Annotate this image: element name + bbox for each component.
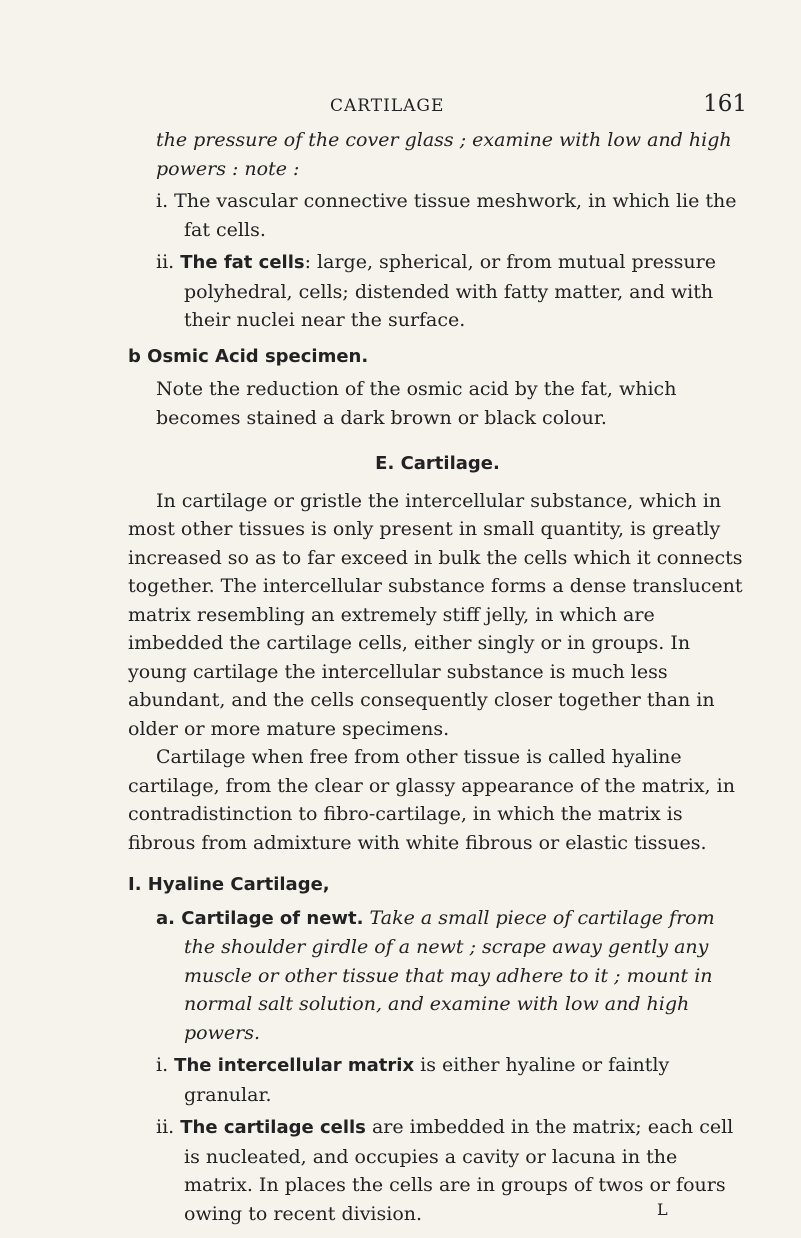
hyaline-item-2-label: The cartilage cells [180, 1117, 366, 1138]
page-content [128, 126, 747, 1228]
hyaline-heading: I. Hyaline Cartilage, [128, 874, 330, 895]
newt-label: a. Cartilage of newt. [156, 907, 364, 929]
hyaline-item-2-num: ii. [156, 1116, 175, 1138]
fat-item-2-text: : large, spherical, or from mutual pressure polyhedral, cells; distended with fatty matter, and with their nuclei near the surface. [184, 251, 716, 331]
running-title: CARTILAGE [330, 96, 445, 116]
fat-item-2-label: The fat cells [180, 252, 305, 273]
fat-item-1-text: The vascular connective tissue meshwork, in which lie the fat cells. [174, 190, 737, 241]
hyaline-item-1-num: i. [156, 1054, 169, 1076]
hyaline-item-1-label: The intercellular matrix [174, 1055, 415, 1076]
page-number: 161 [703, 91, 747, 117]
hyaline-item-2-text: are imbedded in the matrix; each cell is nucleated, and occupies a cavity or lacuna in the matrix. In places the cells are in groups of twos or fours owing to recent division. [184, 1116, 734, 1225]
newt-paragraph [128, 904, 747, 1048]
paragraph-2: Cartilage when free from other tissue is called hyaline cartilage, from the clear or glassy appearance of the matrix, in contradistinction to fibro-cartilage, in which the matrix is fibrous from admixture with white fibrous or elastic tissues. [128, 746, 735, 854]
hyaline-item-1-text: is either hyaline or faintly granular. [184, 1054, 670, 1106]
hyaline-item-2 [128, 1113, 747, 1228]
paragraph-1: In cartilage or gristle the intercellular substance, which in most other tissues is only present in small quantity, is greatly increased so as to far exceed in bulk the cells which it connects together. The intercellular substance forms a dense translucent matrix resembling an extremely stiff jelly, in which are imbedded the cartilage cells, either singly or in groups. In young cartilage the intercellular substance is much less abundant, and the cells consequently closer together than in older or more mature specimens. [128, 489, 743, 740]
running-head [330, 90, 747, 121]
newt-text: Take a small piece of cartilage from the shoulder girdle of a newt ; scrape away gently any muscle or other tissue that may adhere to it ; mount in normal salt solution, and examine with low and high powers. [184, 906, 715, 1044]
intro-line: the pressure of the cover glass ; examine with low and high powers : note : [156, 129, 732, 180]
fat-item-1-num: i. [156, 190, 169, 212]
hyaline-item-1 [128, 1051, 747, 1109]
section-heading: E. Cartilage. [375, 453, 500, 474]
osmic-text: Note the reduction of the osmic acid by the fat, which becomes stained a dark brown or black colour. [156, 378, 677, 429]
fat-item-2 [128, 248, 747, 335]
osmic-heading: b Osmic Acid specimen. [128, 345, 369, 367]
fat-item-1 [128, 187, 747, 244]
fat-item-2-num: ii. [156, 251, 175, 273]
signature-mark: L [657, 1200, 668, 1219]
